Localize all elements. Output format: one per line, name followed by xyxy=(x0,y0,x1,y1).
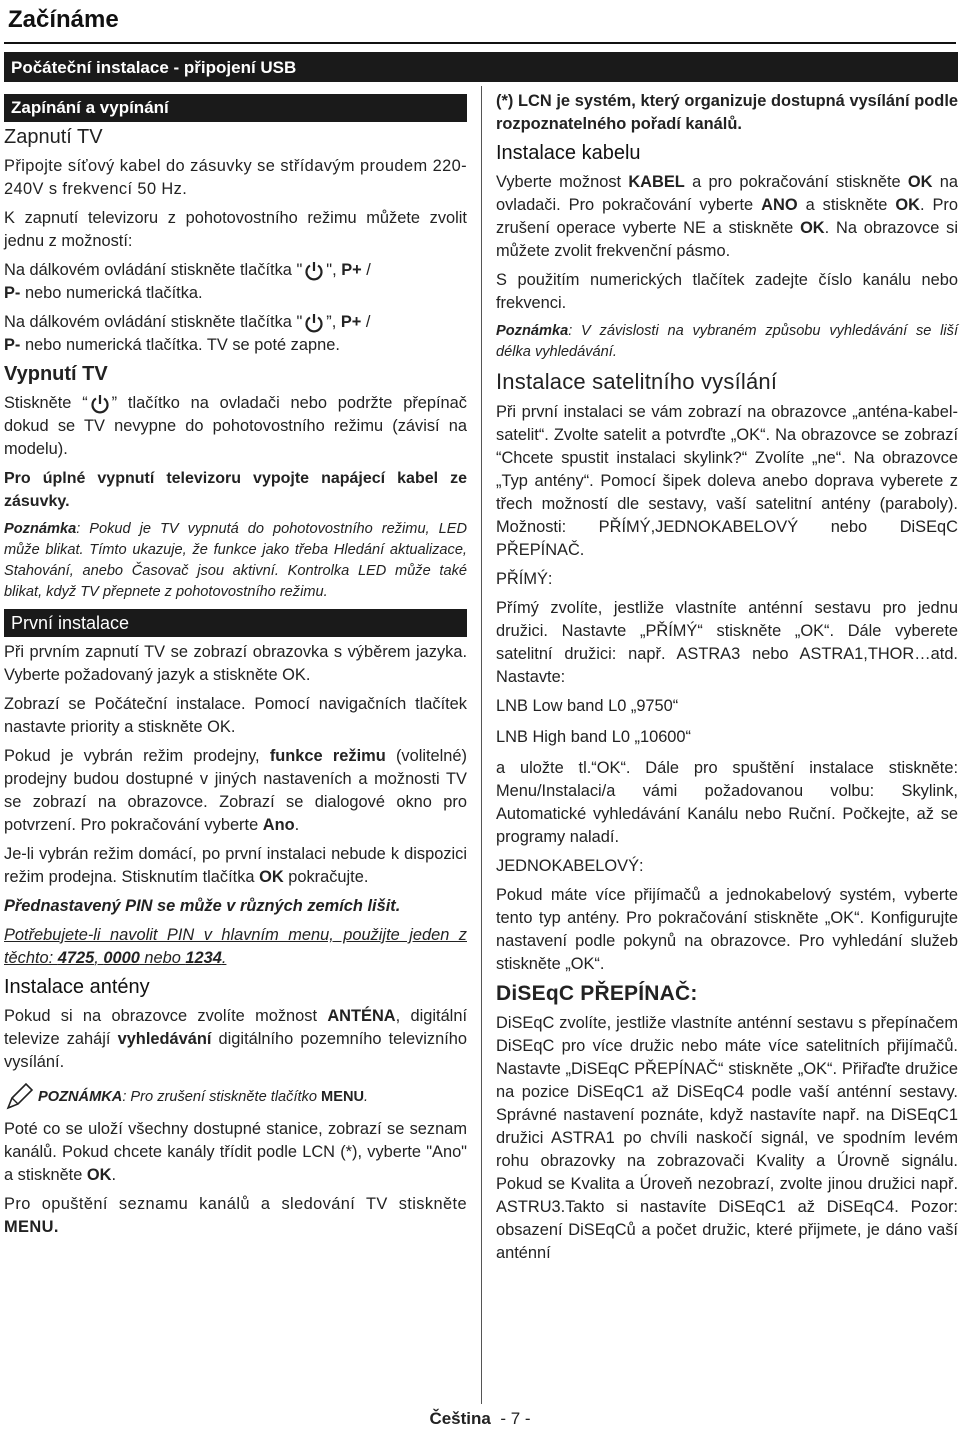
text-fragment: Stiskněte “ xyxy=(4,394,88,412)
note-text: . xyxy=(364,1088,369,1105)
paragraph-single-cable: Pokud máte více přijímačů a jednokabelový systém, vyberte tento typ antény. Pro pokračování stiskněte „OK“. Konfigurujte nastavení podle pokynů na obrazovce. Pro vyhledání služeb stiskněte „OK“. xyxy=(496,886,958,973)
power-icon xyxy=(89,393,111,415)
note-led xyxy=(4,519,467,603)
paragraph-lcn-note: (*) LCN je systém, který organizuje dostupná vysílání podle rozpoznatelného pořadí kanálů. xyxy=(496,92,958,133)
paragraph-satellite: Při první instalaci se vám zobrazí na obrazovce „anténa-kabel-satelit“. Zvolte satelit a potvrďte „OK“. Na obrazovce se zobrazí “Chcete spustit instalaci skylink?“ Zvolíte „ne“. Na obrazovce „Typ antény“. Pomocí šipek doleva anebo doprava vyberete z třech možností dle sestavy, vaší satelitní antény (paraboly). Možnosti: PŘÍMÝ,JEDNOKABELOVÝ nebo DiSEqC PŘEPÍNAČ. xyxy=(496,403,958,559)
heading-antenna-install: Instalace antény xyxy=(4,976,150,998)
text-fragment: (volitelné) prodejny budou dostupné v jiných nastaveních a možnosti TV se zobrazí na obrazovce. Zobrazí se dialogové okno pro potvrzení. Pro pokračování vyberte xyxy=(4,747,467,834)
paragraph-power-cable: Připojte síťový kabel do zásuvky se střídavým proudem 220-240V s frekvencí 50 Hz. xyxy=(4,157,467,198)
text-fragment: nebo numerická tlačítka. xyxy=(20,284,203,302)
pin-code: 4725 xyxy=(57,949,95,967)
text-fragment: P+ xyxy=(340,313,362,331)
footer-page-number: - 7 - xyxy=(500,1409,531,1428)
paragraph-cable xyxy=(496,171,958,263)
paragraph-remote-option-1 xyxy=(4,259,467,305)
paragraph-store-mode xyxy=(4,745,467,837)
paragraph-exit-list xyxy=(4,1193,467,1239)
power-icon xyxy=(303,312,325,334)
page-footer xyxy=(0,1409,960,1429)
text-fragment: OK xyxy=(86,1166,112,1184)
text-fragment: OK xyxy=(907,173,933,191)
pin-code: 1234 xyxy=(185,949,222,967)
heading-turn-off: Vypnutí TV xyxy=(4,363,108,385)
left-column xyxy=(4,94,467,1245)
text-fragment: ”, xyxy=(326,313,337,331)
paragraph-home-mode xyxy=(4,843,467,889)
paragraph-save-and-install: a uložte tl.“OK“. Dále pro spuštění instalace stiskněte: Menu/Instalaci/a vámi požadovanou volbu: Skylink, Automatické vyhledávání Kanálu nebo Ruční. Počkejte, až se programy naladí. xyxy=(496,759,958,846)
note-text: MENU xyxy=(321,1088,365,1105)
title-rule xyxy=(4,42,956,44)
note-search-time xyxy=(496,321,958,363)
page-title: Začínáme xyxy=(8,6,119,33)
text-fragment: ANTÉNA xyxy=(327,1007,396,1025)
text-fragment: OK xyxy=(895,196,920,214)
text-fragment: KABEL xyxy=(628,173,685,191)
text-fragment: Pro opuštění seznamu kanálů a sledování TV stiskněte xyxy=(4,1195,467,1213)
text-fragment: OK xyxy=(800,219,825,237)
footer-language: Čeština xyxy=(429,1409,491,1428)
note-cancel xyxy=(4,1082,467,1112)
paragraph-diseqc: DiSEqC zvolíte, jestliže vlastníte anténní sestavu s přepínačem DiSEqC pro více družic nebo máte více satelitních přijímačů. Nastavte „DiSEqC PŘEPÍNAČ“ stiskněte „OK“. Přiřaďte družice na pozice DiSEqC1 až DiSEqC4 podle vaší anténní sestavy. Správné nastavení poznáte, když nastavíte např. na DiSEqC1 družici ASTRA1 po chvíli naskočí signál, ve spodním levém rohu obrazovky na zobrazovači Kvality a Úrovně signálu. Pokud se Kvalita a Úroveň nezobrazí, zvolte jinou družici např. ASTRU3.Takto si nastavíte DiSEqC1 až DiSEqC4. Pozor: obsazení DiSEqCů a počet družic, které přijmete, je dáno vaší anténní xyxy=(496,1014,958,1262)
text-fragment: pokračujte. xyxy=(283,868,369,886)
power-icon xyxy=(303,260,325,282)
paragraph-turn-off xyxy=(4,392,467,461)
text-fragment: Pokud je vybrán režim prodejny, xyxy=(4,747,270,765)
lnb-low-band: LNB Low band L0 „9750“ xyxy=(496,697,679,715)
text-fragment: vyhledávání xyxy=(117,1030,212,1048)
text-fragment: a stiskněte xyxy=(797,196,896,214)
pencil-note-icon xyxy=(4,1082,38,1112)
text-fragment: digitálního pozemního televizního vysílání. xyxy=(4,1030,467,1071)
text-fragment: Na dálkovém ovládání stiskněte tlačítka " xyxy=(4,261,303,279)
text-fragment: Pokud si na obrazovce zvolíte možnost xyxy=(4,1007,328,1025)
section-bar-first-install: První instalace xyxy=(4,609,467,637)
text-fragment: / xyxy=(361,313,371,331)
section-bar-usb: Počáteční instalace - připojení USB xyxy=(4,52,958,82)
text-fragment: funkce režimu xyxy=(269,747,386,765)
text-fragment: nebo numerická tlačítka. TV se poté zapne. xyxy=(20,336,340,354)
text-fragment: Poté co se uloží všechny dostupné stanice, zobrazí se seznam kanálů. Pokud chcete kanály třídit podle LCN (*), vyberte "Ano" a stiskněte xyxy=(4,1120,467,1184)
text-fragment: Vyberte možnost xyxy=(496,173,629,191)
text-fragment: . xyxy=(294,816,300,834)
text-fragment: Potřebujete-li navolit PIN v hlavním menu, použijte jeden z těchto: xyxy=(4,926,467,967)
section-bar-onoff: Zapínání a vypínání xyxy=(4,94,467,122)
text-fragment: . Pro zrušení operace vyberte NE a stiskněte xyxy=(496,196,958,237)
paragraph-initial-install: Zobrazí se Počáteční instalace. Pomocí navigačních tlačítek nastavte priority a stiskněte OK. xyxy=(4,695,467,736)
label-single-cable: JEDNOKABELOVÝ: xyxy=(496,857,644,875)
right-column xyxy=(496,90,958,1271)
text-fragment: OK xyxy=(259,868,284,886)
paragraph-channel-list xyxy=(4,1118,467,1187)
text-fragment: . xyxy=(221,949,227,967)
text-fragment: a pro pokračování stiskněte xyxy=(684,173,908,191)
text-fragment: . Na obrazovce si můžete zvolit frekvenční pásmo. xyxy=(496,219,958,260)
column-divider xyxy=(481,86,482,1404)
text-fragment: ", xyxy=(326,261,337,279)
text-fragment: ANO xyxy=(761,196,798,214)
label-direct: PŘÍMÝ: xyxy=(496,570,553,588)
text-fragment: , digitální televize zahájí xyxy=(4,1007,467,1048)
text-fragment: P- xyxy=(4,336,21,354)
paragraph-standby-options: K zapnutí televizoru z pohotovostního režimu můžete zvolit jednu z možností: xyxy=(4,209,467,250)
text-fragment: , xyxy=(94,949,104,967)
paragraph-pin-codes xyxy=(4,924,467,970)
text-fragment: / xyxy=(361,261,371,279)
paragraph-direct: Přímý zvolíte, jestliže vlastníte anténní sestavu pro jednu družici. Nastavte „PŘÍMÝ“ stiskněte „OK“. Dále vyberete satelitní družici: např. ASTRA3 nebo ASTRA1,THOR…atd. Nastavte: xyxy=(496,599,958,686)
note-label: Poznámka xyxy=(496,323,569,339)
text-fragment: Ano xyxy=(262,816,295,834)
text-fragment: ” tlačítko na ovladači nebo podržte přepínač dokud se TV nevypne do pohotovostního režimu (závisí na modelu). xyxy=(4,394,467,458)
lnb-high-band: LNB High band L0 „10600“ xyxy=(496,728,691,746)
paragraph-full-off: Pro úplné vypnutí televizoru vypojte napájecí kabel ze zásuvky. xyxy=(4,470,467,510)
text-fragment: P+ xyxy=(341,261,362,279)
paragraph-antenna xyxy=(4,1005,467,1074)
note-text: : V závislosti na vybraném způsobu vyhledávání se liší délka vyhledávání. xyxy=(496,323,958,360)
text-fragment: Na dálkovém ovládání stiskněte tlačítka " xyxy=(4,313,303,331)
paragraph-remote-option-2 xyxy=(4,311,467,357)
text-fragment: MENU. xyxy=(4,1218,59,1236)
paragraph-language: Při prvním zapnutí TV se zobrazí obrazovka s výběrem jazyka. Vyberte požadovaný jazyk a stiskněte OK. xyxy=(4,643,467,684)
paragraph-channel-number: S použitím numerických tlačítek zadejte číslo kanálu nebo frekvenci. xyxy=(496,271,958,312)
pin-code: 0000 xyxy=(103,949,140,967)
note-text: : Pokud je TV vypnutá do pohotovostního režimu, LED může blikat. Tímto ukazuje, že funkce jako třeba Hledání aktualizace, Stahování, anebo Časovač jsou aktivní. Kontrolka LED může také blikat, když TV přepnete z pohotovostního režimu. xyxy=(4,521,467,600)
heading-cable-install: Instalace kabelu xyxy=(496,142,641,164)
text-fragment: Je-li vybrán režim domácí, po první instalaci nebude k dispozici režim prodejna. Stisknutím tlačítka xyxy=(4,845,467,886)
text-fragment: P- xyxy=(4,284,21,302)
heading-diseqc: DiSEqC PŘEPÍNAČ: xyxy=(496,982,698,1005)
paragraph-pin-note: Přednastavený PIN se může v různých zemích lišit. xyxy=(4,897,401,915)
note-text: : Pro zrušení stiskněte tlačítko xyxy=(122,1088,322,1105)
text-fragment: . xyxy=(111,1166,117,1184)
heading-turn-on: Zapnutí TV xyxy=(4,126,103,148)
heading-satellite-install: Instalace satelitního vysílání xyxy=(496,369,778,394)
text-fragment: nebo xyxy=(139,949,186,967)
note-label: Poznámka xyxy=(4,521,77,537)
note-label: POZNÁMKA xyxy=(38,1088,123,1105)
text-fragment: na ovladači. Pro pokračování vyberte xyxy=(496,173,958,214)
